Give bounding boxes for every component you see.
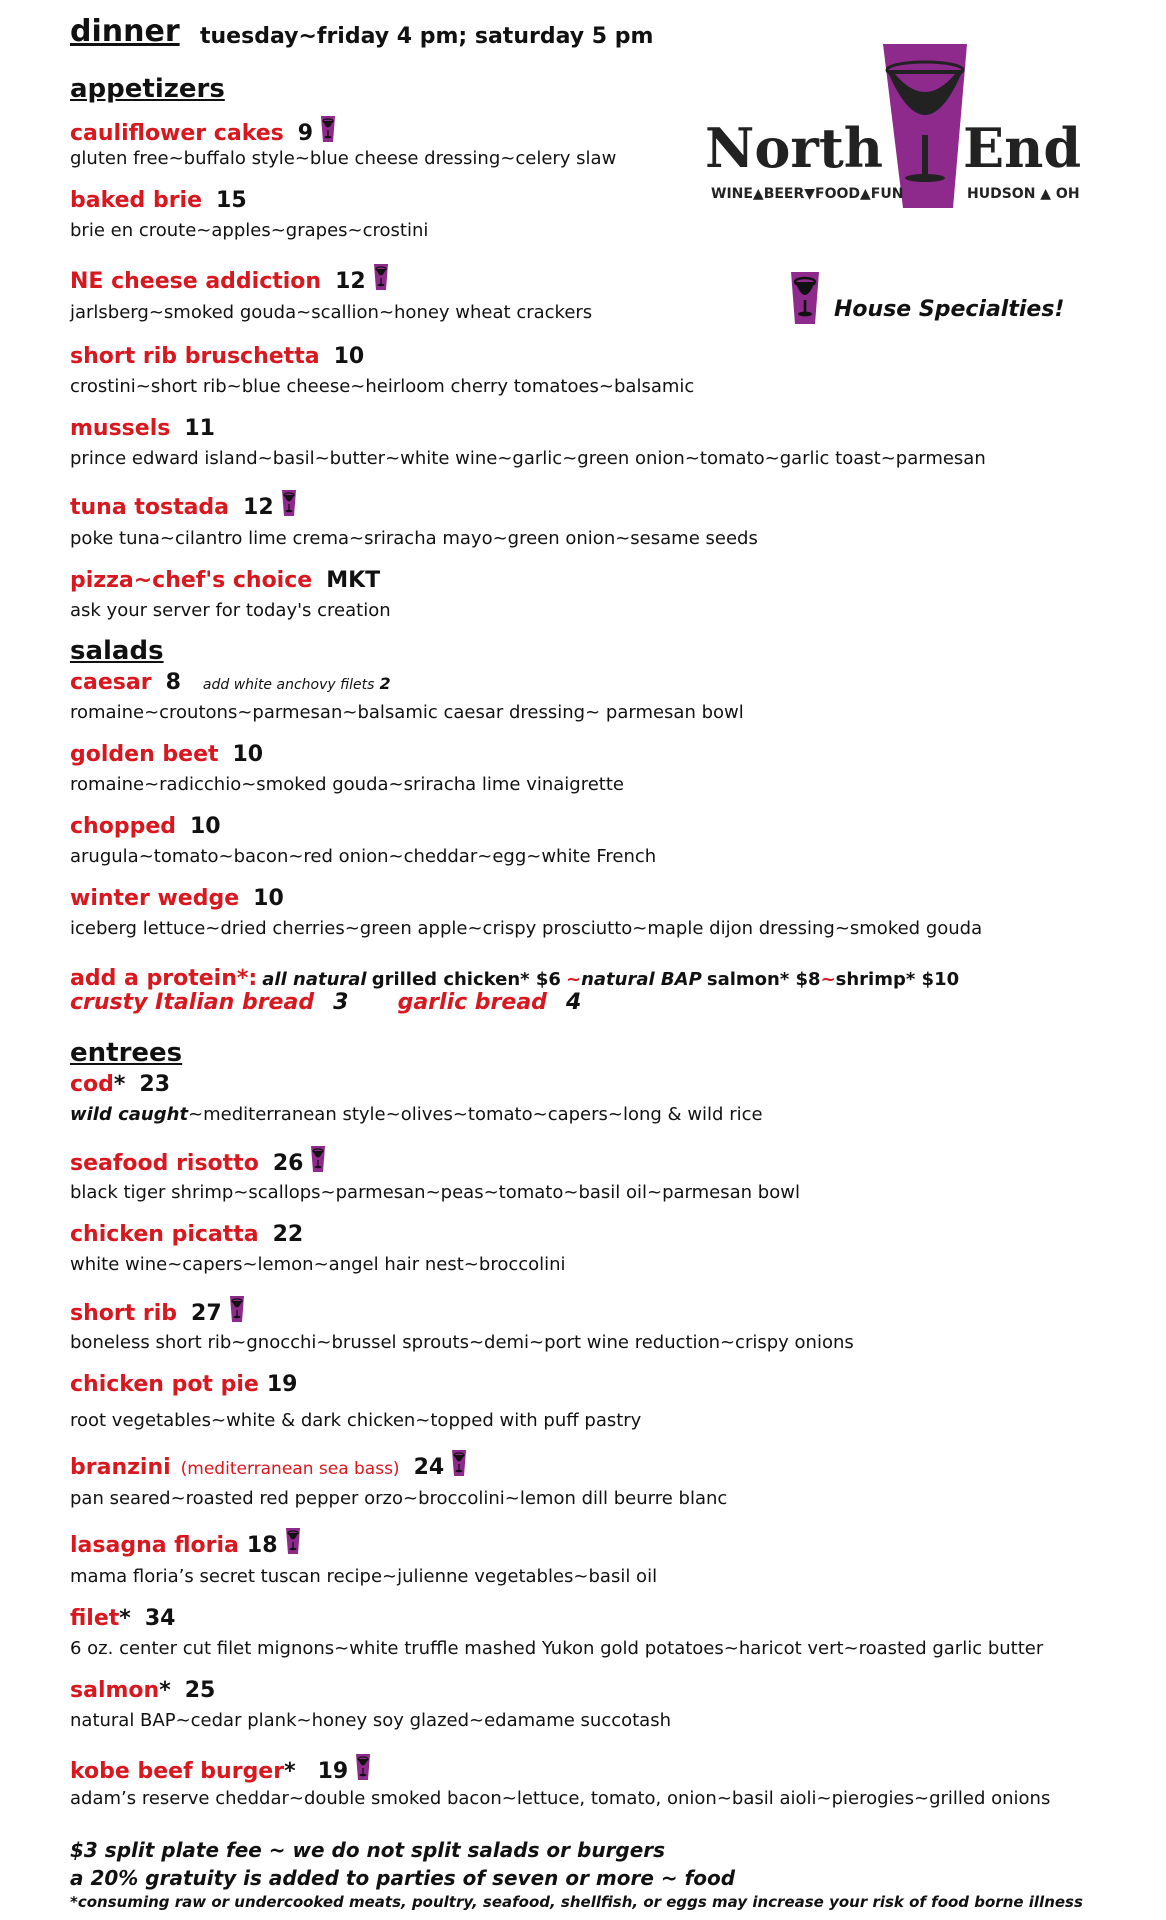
list-item <box>70 116 335 146</box>
dish-description: arugula~tomato~bacon~red onion~cheddar~egg~white French <box>70 846 657 867</box>
dish-name: baked brie <box>70 188 203 213</box>
list-item <box>70 1678 215 1703</box>
separator: ~ <box>820 969 836 990</box>
list-item <box>70 1528 300 1558</box>
list-item <box>70 814 221 839</box>
dish-name: mussels <box>70 416 171 441</box>
protein-addon <box>70 966 959 991</box>
list-item <box>70 1754 370 1784</box>
dish-price: 15 <box>216 188 247 213</box>
protein-qualifier: natural BAP <box>581 969 702 990</box>
dish-name: short rib <box>70 1301 178 1326</box>
house-specialty-icon <box>374 264 388 290</box>
dish-addon-price: 2 <box>379 674 391 693</box>
list-item <box>70 188 247 213</box>
dish-price: 25 <box>184 1678 216 1703</box>
dish-description: white wine~capers~lemon~angel hair nest~broccolini <box>70 1254 566 1275</box>
desc-qualifier: wild caught <box>70 1104 189 1125</box>
dish-price: 18 <box>246 1533 278 1558</box>
bread-name: crusty Italian bread <box>70 990 315 1015</box>
list-item <box>70 742 263 767</box>
list-item <box>70 568 380 593</box>
protein-option: shrimp* $10 <box>835 969 960 990</box>
bread-name: garlic bread <box>397 990 547 1015</box>
dish-name: tuna tostada <box>70 495 230 520</box>
dish-description: pan seared~roasted red pepper orzo~broccolini~lemon dill beurre blanc <box>70 1488 728 1509</box>
list-item <box>70 490 296 520</box>
dish-name: cauliflower cakes <box>70 121 284 146</box>
dish-description <box>70 1104 763 1125</box>
dish-name: seafood risotto <box>70 1151 259 1176</box>
list-item <box>70 1222 303 1247</box>
logo-north: North <box>705 116 884 180</box>
house-specialty-icon <box>356 1754 370 1780</box>
dish-description: brie en croute~apples~grapes~crostini <box>70 220 429 241</box>
list-item <box>70 1372 297 1397</box>
dish-description: natural BAP~cedar plank~honey soy glazed~edamame succotash <box>70 1710 671 1731</box>
dish-name: branzini <box>70 1455 171 1480</box>
list-item <box>70 344 364 369</box>
gratuity-note: a 20% gratuity is added to parties of seven or more ~ food <box>70 1866 736 1890</box>
dish-price: 19 <box>317 1759 349 1784</box>
dish-price: 11 <box>184 416 215 441</box>
protein-qualifier: all natural <box>262 969 367 990</box>
dish-name: filet <box>70 1606 120 1631</box>
list-item <box>70 886 284 911</box>
dish-price: MKT <box>326 568 381 593</box>
house-specialty-icon <box>286 1528 300 1554</box>
split-plate-note: $3 split plate fee ~ we do not split salads or burgers <box>70 1838 666 1862</box>
dish-price: 12 <box>243 495 274 520</box>
list-item <box>70 264 388 294</box>
dish-price: 34 <box>144 1606 176 1631</box>
house-specialty-icon <box>311 1146 325 1172</box>
desc-text: ~mediterranean style~olives~tomato~capers~long & wild rice <box>188 1104 763 1125</box>
dish-price: 9 <box>297 121 314 146</box>
dish-price: 26 <box>272 1151 304 1176</box>
dish-description: romaine~croutons~parmesan~balsamic caesar dressing~ parmesan bowl <box>70 702 744 723</box>
bread-options <box>70 990 581 1015</box>
dish-description: iceberg lettuce~dried cherries~green apple~crispy prosciutto~maple dijon dressing~smoked gouda <box>70 918 983 939</box>
logo-location: HUDSON ▲ OH <box>967 186 1080 202</box>
list-item <box>70 1606 175 1631</box>
hours: tuesday~friday 4 pm; saturday 5 pm <box>200 24 654 49</box>
dish-description: prince edward island~basil~butter~white wine~garlic~green onion~tomato~garlic toast~parmesan <box>70 448 986 469</box>
bread-price: 3 <box>333 990 349 1015</box>
dish-description: romaine~radicchio~smoked gouda~sriracha lime vinaigrette <box>70 774 625 795</box>
dish-subtitle: (mediterranean sea bass) <box>180 1459 400 1479</box>
list-item <box>70 416 215 441</box>
dish-addon: add white anchovy filets <box>202 677 375 693</box>
protein-option: salmon* $8 <box>706 969 821 990</box>
dish-name: pizza~chef's choice <box>70 568 313 593</box>
section-salads: salads <box>70 636 164 666</box>
section-appetizers: appetizers <box>70 74 225 104</box>
dish-price: 24 <box>413 1455 445 1480</box>
dish-name: chicken picatta <box>70 1222 259 1247</box>
dish-name: chicken pot pie <box>70 1372 259 1397</box>
list-item <box>70 670 391 695</box>
dish-description: mama floria’s secret tuscan recipe~julienne vegetables~basil oil <box>70 1566 658 1587</box>
list-item <box>70 1072 170 1097</box>
house-specialty-icon <box>790 272 820 324</box>
dish-name: kobe beef burger <box>70 1759 285 1784</box>
dish-description: 6 oz. center cut filet mignons~white truffle mashed Yukon gold potatoes~haricot vert~roasted garlic butter <box>70 1638 1044 1659</box>
dish-name: chopped <box>70 814 176 839</box>
dish-description: root vegetables~white & dark chicken~topped with puff pastry <box>70 1410 642 1431</box>
dish-description: adam’s reserve cheddar~double smoked bacon~lettuce, tomato, onion~basil aioli~pierogies~grilled onions <box>70 1788 1051 1809</box>
house-specialty-icon <box>230 1296 244 1322</box>
dish-description: jarlsberg~smoked gouda~scallion~honey wheat crackers <box>70 302 593 323</box>
section-entrees: entrees <box>70 1038 183 1068</box>
protein-option: grilled chicken* $6 <box>371 969 561 990</box>
logo-tagline: WINE▲BEER▼FOOD▲FUN <box>711 186 904 202</box>
dish-price: 19 <box>266 1372 298 1397</box>
dish-name: short rib bruschetta <box>70 344 320 369</box>
house-specialties-label: House Specialties! <box>834 297 1065 322</box>
raw-warning-star: * <box>113 1072 126 1097</box>
dish-price: 8 <box>165 670 181 695</box>
dish-price: 10 <box>253 886 284 911</box>
dish-price: 23 <box>139 1072 171 1097</box>
dish-name: NE cheese addiction <box>70 269 322 294</box>
dish-name: cod <box>70 1072 114 1097</box>
bread-price: 4 <box>566 990 582 1015</box>
list-item <box>70 1146 325 1176</box>
dish-name: golden beet <box>70 742 219 767</box>
house-specialty-icon <box>282 490 296 516</box>
dish-description: crostini~short rib~blue cheese~heirloom cherry tomatoes~balsamic <box>70 376 695 397</box>
dish-price: 22 <box>272 1222 304 1247</box>
page-title: dinner <box>70 14 180 49</box>
protein-label: add a protein*: <box>70 966 258 991</box>
logo <box>705 40 1085 212</box>
separator: ~ <box>565 969 582 990</box>
dish-description: ask your server for today's creation <box>70 600 391 621</box>
raw-warning-star: * <box>284 1759 296 1784</box>
dish-name: lasagna floria <box>70 1533 239 1558</box>
raw-warning-star: * <box>119 1606 131 1631</box>
dish-description: black tiger shrimp~scallops~parmesan~peas~tomato~basil oil~parmesan bowl <box>70 1182 800 1203</box>
list-item <box>70 1450 466 1480</box>
logo-end: End <box>963 116 1082 180</box>
raw-food-disclaimer: *consuming raw or undercooked meats, poultry, seafood, shellfish, or eggs may increase your risk of food borne illness <box>70 1893 1083 1911</box>
dish-price: 10 <box>333 344 365 369</box>
dish-price: 10 <box>232 742 264 767</box>
house-specialty-icon <box>321 116 335 142</box>
dish-description: gluten free~buffalo style~blue cheese dressing~celery slaw <box>70 148 617 169</box>
dish-price: 12 <box>335 269 366 294</box>
house-specialty-icon <box>452 1450 466 1476</box>
list-item <box>70 1296 244 1326</box>
dish-name: caesar <box>70 670 152 695</box>
dish-price: 27 <box>191 1301 222 1326</box>
dish-name: winter wedge <box>70 886 240 911</box>
raw-warning-star: * <box>159 1678 171 1703</box>
dish-description: poke tuna~cilantro lime crema~sriracha mayo~green onion~sesame seeds <box>70 528 758 549</box>
dish-name: salmon <box>70 1678 160 1703</box>
dish-description: boneless short rib~gnocchi~brussel sprouts~demi~port wine reduction~crispy onions <box>70 1332 854 1353</box>
dish-price: 10 <box>189 814 221 839</box>
